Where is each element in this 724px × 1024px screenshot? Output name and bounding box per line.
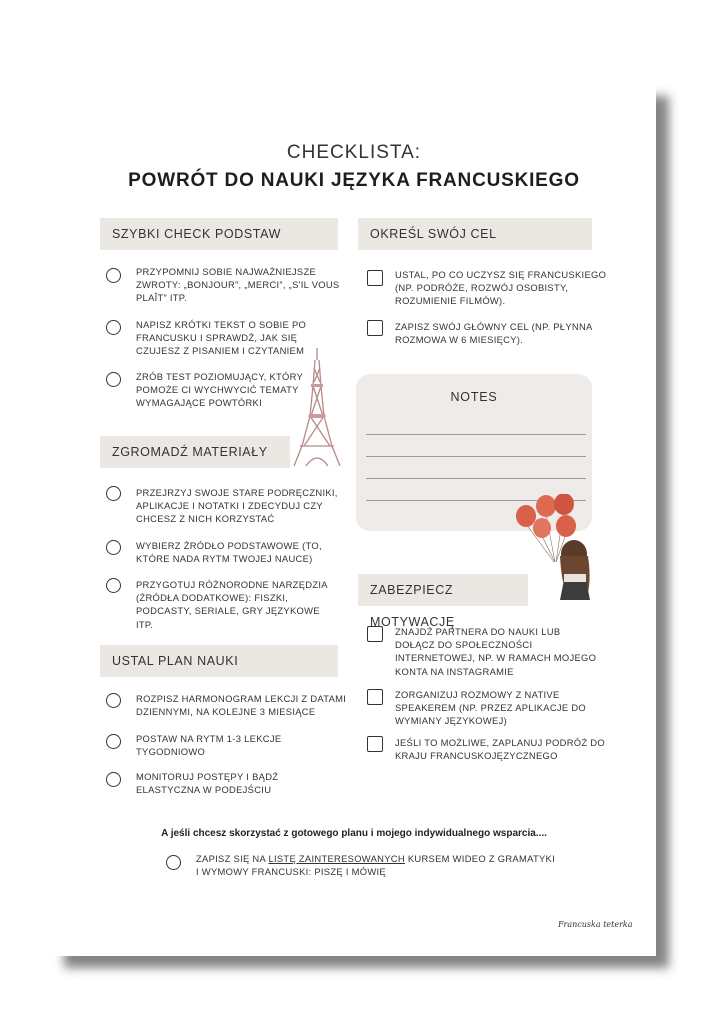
- signature-logo: Francuska teterka: [558, 920, 633, 929]
- checkbox-circle[interactable]: [106, 540, 121, 555]
- checklist-item: JEŚLI TO MOŻLIWE, ZAPLANUJ PODRÓŻ DO KRAJU FRANCUSKOJĘZYCZNEGO: [395, 737, 605, 762]
- checkbox-circle[interactable]: [106, 734, 121, 749]
- notes-line: [366, 434, 586, 435]
- checkbox-circle[interactable]: [106, 693, 121, 708]
- checkbox-square[interactable]: [367, 270, 383, 286]
- page-title: POWRÓT DO NAUKI JĘZYKA FRANCUSKIEGO: [128, 170, 580, 191]
- notes-line: [366, 478, 586, 479]
- section-header-motivation: ZABEZPIECZ MOTYWACJĘ: [358, 574, 528, 606]
- notes-line: [366, 456, 586, 457]
- checkbox-circle[interactable]: [106, 578, 121, 593]
- checklist-item: ZORGANIZUJ ROZMOWY Z NATIVE SPEAKEREM (NP. PRZEZ APLIKACJE DO WYMIANY JĘZYKOWEJ): [395, 689, 587, 727]
- checkbox-circle[interactable]: [106, 268, 121, 283]
- checklist-item: POSTAW NA RYTM 1-3 LEKCJE TYGODNIOWO: [136, 733, 282, 758]
- checkbox-square[interactable]: [367, 626, 383, 642]
- section-header-materials: ZGROMADŹ MATERIAŁY: [100, 436, 290, 468]
- checklist-item: USTAL, PO CO UCZYSZ SIĘ FRANCUSKIEGO (NP. PODRÓŻE, ROZWÓJ OSOBISTY, ROZUMIENIE FILMÓW).: [395, 269, 607, 307]
- checkbox-circle[interactable]: [166, 855, 181, 870]
- checklist-item: PRZYPOMNIJ SOBIE NAJWAŻNIEJSZE ZWROTY: „BONJOUR”, „MERCI”, „S'IL VOUS PLAÎT” ITP.: [136, 266, 340, 304]
- checklist-item: NAPISZ KRÓTKI TEKST O SOBIE PO FRANCUSKU I SPRAWDŹ, JAK SIĘ CZUJESZ Z PISANIEM I CZYTANIEM: [136, 319, 307, 357]
- checklist-item: ZNAJDŹ PARTNERA DO NAUKI LUB DOŁĄCZ DO SPOŁECZNOŚCI INTERNETOWEJ, NP. W RAMACH MOJEGO KONTA NA INSTAGRAMIE: [395, 626, 597, 677]
- checkbox-square[interactable]: [367, 736, 383, 752]
- checkbox-circle[interactable]: [106, 372, 121, 387]
- checklist-item: PRZEJRZYJ SWOJE STARE PODRĘCZNIKI, APLIKACJE I NOTATKI I ZDECYDUJ CZY CHCESZ Z NICH KORZYSTAĆ: [136, 487, 338, 525]
- checkbox-circle[interactable]: [106, 772, 121, 787]
- checklist-item: MONITORUJ POSTĘPY I BĄDŹ ELASTYCZNA W PODEJŚCIU: [136, 771, 279, 796]
- section-header-goal: OKREŚL SWÓJ CEL: [358, 218, 592, 250]
- checkbox-circle[interactable]: [106, 320, 121, 335]
- checklist-item: ROZPISZ HARMONOGRAM LEKCJI Z DATAMI DZIENNYMI, NA KOLEJNE 3 MIESIĄCE: [136, 693, 347, 718]
- checkbox-square[interactable]: [367, 689, 383, 705]
- section-header-basics: SZYBKI CHECK PODSTAW: [100, 218, 338, 250]
- checklist-page: [52, 84, 656, 956]
- checklist-item: ZRÓB TEST POZIOMUJĄCY, KTÓRY POMOŻE CI WYCHWYCIĆ TEMATY WYMAGAJĄCE POWTÓRKI: [136, 371, 304, 409]
- section-header-plan: USTAL PLAN NAUKI: [100, 645, 338, 677]
- checkbox-square[interactable]: [367, 320, 383, 336]
- checklist-item: ZAPISZ SWÓJ GŁÓWNY CEL (NP. PŁYNNA ROZMOWA W 6 MIESIĘCY).: [395, 321, 593, 346]
- checkbox-circle[interactable]: [106, 486, 121, 501]
- title-line1: CHECKLISTA:: [286, 142, 422, 163]
- eiffel-tower-illustration: [292, 346, 342, 468]
- cta-item: ZAPISZ SIĘ NA LISTĘ ZAINTERESOWANYCH KURSEM WIDEO Z GRAMATYKI I WYMOWY FRANCUSKI: PISZĘ I MÓWIĘ: [196, 853, 555, 878]
- interest-list-link[interactable]: LISTĘ ZAINTERESOWANYCH: [268, 853, 405, 864]
- checklist-item: PRZYGOTUJ RÓŻNORODNE NARZĘDZIA (ŹRÓDŁA DODATKOWE): FISZKI, PODCASTY, SERIALE, GRY JĘZYKOWE ITP.: [136, 579, 328, 630]
- cta-text: A jeśli chcesz skorzystać z gotowego planu i mojego indywidualnego wsparcia....: [161, 828, 547, 839]
- checklist-item: WYBIERZ ŹRÓDŁO PODSTAWOWE (TO, KTÓRE NADA RYTM TWOJEJ NAUCE): [136, 540, 322, 565]
- notes-title: NOTES: [450, 390, 498, 404]
